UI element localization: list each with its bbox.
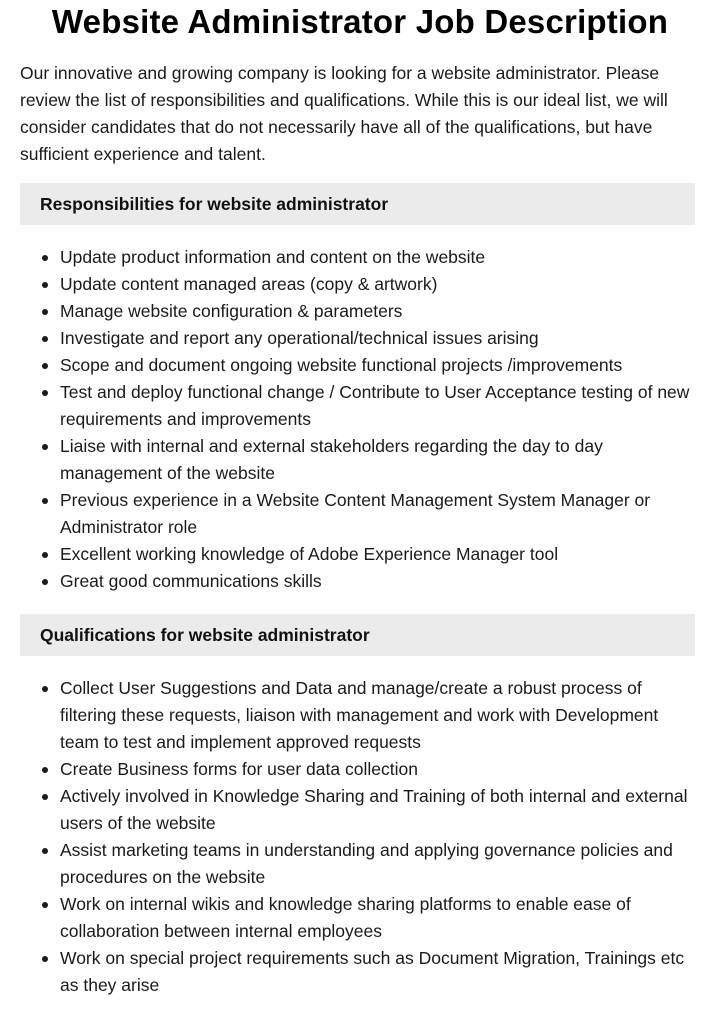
list-item bbox=[20, 837, 700, 891]
list-item-text: Scope and document ongoing website functional projects /improvements bbox=[60, 355, 623, 375]
qualifications-list bbox=[20, 675, 700, 999]
bullet-icon bbox=[42, 686, 48, 692]
bullet-icon bbox=[42, 767, 48, 773]
list-item bbox=[20, 271, 700, 298]
list-item-text: Test and deploy functional change / Contribute to User Acceptance testing of new requirements and improvements bbox=[60, 382, 690, 429]
bullet-icon bbox=[42, 956, 48, 962]
list-item-text: Collect User Suggestions and Data and manage/create a robust process of filtering these requests, liaison with management and work with Development team to test and implement approved requests bbox=[60, 678, 659, 752]
list-item bbox=[20, 433, 700, 487]
bullet-icon bbox=[42, 552, 48, 558]
list-item-text: Assist marketing teams in understanding and applying governance policies and procedures on the website bbox=[60, 840, 673, 887]
list-item bbox=[20, 352, 700, 379]
bullet-icon bbox=[42, 444, 48, 450]
list-item-text: Investigate and report any operational/technical issues arising bbox=[60, 328, 539, 348]
responsibilities-heading: Responsibilities for website administrator bbox=[20, 183, 695, 225]
list-item bbox=[20, 325, 700, 352]
list-item-text: Liaise with internal and external stakeholders regarding the day to day management of the website bbox=[60, 436, 603, 483]
list-item bbox=[20, 756, 700, 783]
list-item-text: Great good communications skills bbox=[60, 571, 322, 591]
bullet-icon bbox=[42, 794, 48, 800]
bullet-icon bbox=[42, 282, 48, 288]
list-item bbox=[20, 244, 700, 271]
list-item-text: Update product information and content on the website bbox=[60, 247, 486, 267]
list-item-text: Work on internal wikis and knowledge sharing platforms to enable ease of collaboration between internal employees bbox=[60, 894, 631, 941]
bullet-icon bbox=[42, 579, 48, 585]
bullet-icon bbox=[42, 390, 48, 396]
list-item-text: Actively involved in Knowledge Sharing and Training of both internal and external users of the website bbox=[60, 786, 688, 833]
list-item bbox=[20, 945, 700, 999]
bullet-icon bbox=[42, 363, 48, 369]
qualifications-heading: Qualifications for website administrator bbox=[20, 614, 695, 656]
list-item bbox=[20, 891, 700, 945]
responsibilities-list bbox=[20, 244, 700, 595]
bullet-icon bbox=[42, 498, 48, 504]
list-item bbox=[20, 298, 700, 325]
list-item bbox=[20, 487, 700, 541]
list-item-text: Previous experience in a Website Content Management System Manager or Administrator role bbox=[60, 490, 651, 537]
list-item-text: Manage website configuration & parameters bbox=[60, 301, 403, 321]
list-item bbox=[20, 568, 700, 595]
list-item bbox=[20, 783, 700, 837]
bullet-icon bbox=[42, 848, 48, 854]
list-item bbox=[20, 675, 700, 756]
bullet-icon bbox=[42, 255, 48, 261]
bullet-icon bbox=[42, 336, 48, 342]
bullet-icon bbox=[42, 902, 48, 908]
page-title: Website Administrator Job Description bbox=[51, 3, 669, 40]
list-item-text: Excellent working knowledge of Adobe Experience Manager tool bbox=[60, 544, 559, 564]
list-item bbox=[20, 541, 700, 568]
list-item-text: Work on special project requirements such as Document Migration, Trainings etc as they arise bbox=[60, 948, 685, 995]
list-item-text: Create Business forms for user data collection bbox=[60, 759, 418, 779]
list-item bbox=[20, 379, 700, 433]
list-item-text: Update content managed areas (copy & artwork) bbox=[60, 274, 438, 294]
bullet-icon bbox=[42, 309, 48, 315]
intro-paragraph: Our innovative and growing company is looking for a website administrator. Please review the list of responsibilities and qualifications. While this is our ideal list, we will consider candidates that do not necessarily have all of the qualifications, but have sufficient experience and talent. bbox=[20, 63, 668, 164]
